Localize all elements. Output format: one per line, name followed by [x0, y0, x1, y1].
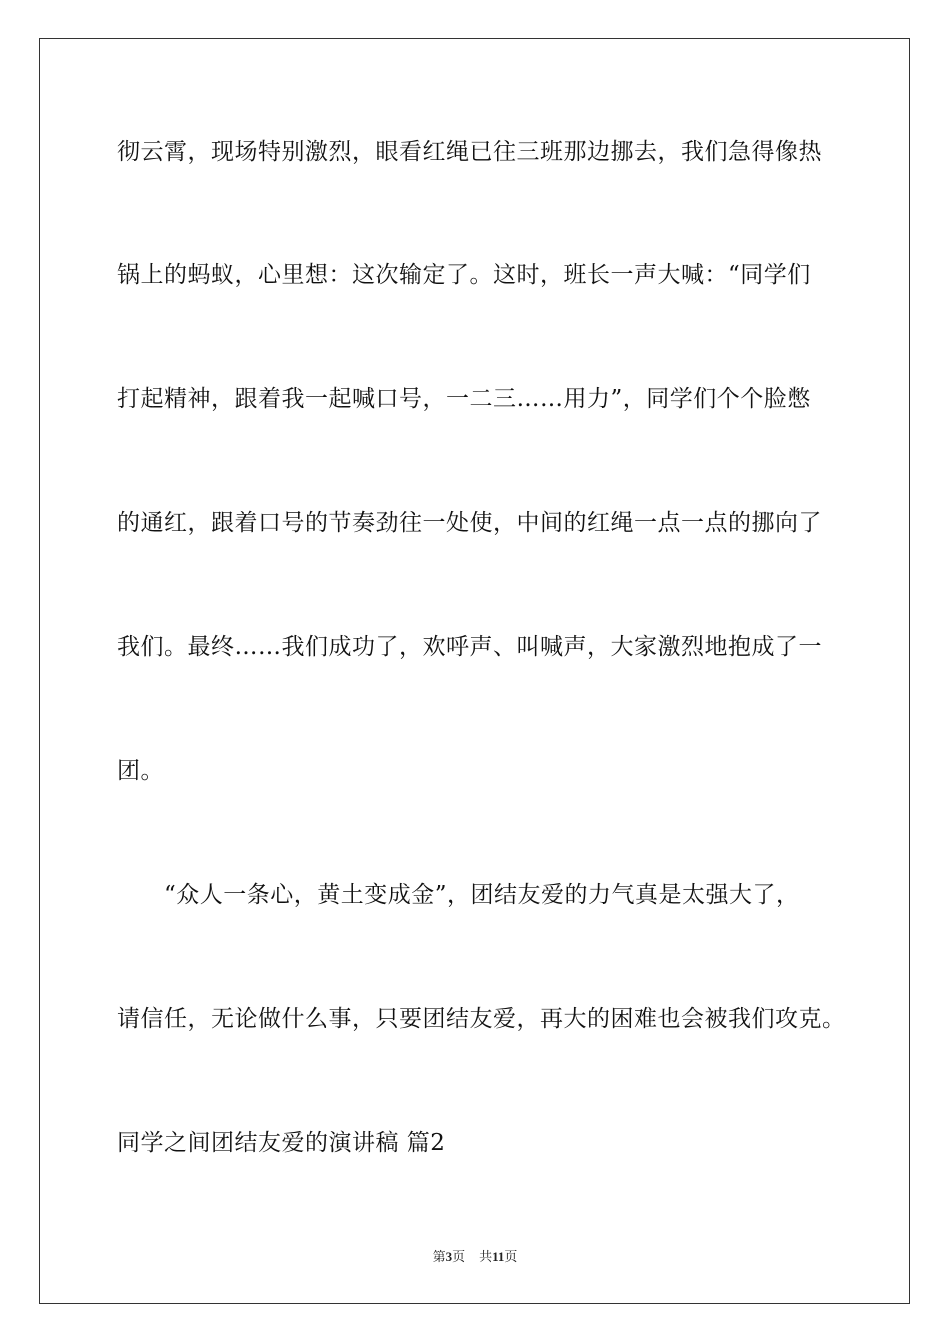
footer-prefix: 第: [432, 1249, 446, 1264]
section-heading: 同学之间团结友爱的演讲稿 篇2: [117, 1130, 446, 1156]
page-footer: [0, 1248, 950, 1266]
body-line-8: 请信任，无论做什么事，只要团结友爱，再大的困难也会被我们攻克。: [117, 1006, 846, 1032]
body-line-3: 打起精神，跟着我一起喊口号，一二三……用力”，同学们个个脸憋: [117, 386, 811, 412]
body-line-2: 锅上的蚂蚁，心里想：这次输定了。这时，班长一声大喊：“同学们: [117, 262, 811, 288]
footer-total-pages: 11: [492, 1249, 505, 1264]
footer-page-unit: 页: [452, 1249, 466, 1264]
footer-current-page: 3: [445, 1249, 453, 1264]
body-line-6: 团。: [117, 758, 164, 784]
body-line-7: “众人一条心，黄土变成金”，团结友爱的力气真是太强大了，: [164, 882, 800, 908]
footer-total-unit: 页: [504, 1249, 518, 1264]
body-line-5: 我们。最终……我们成功了，欢呼声、叫喊声，大家激烈地抱成了一: [117, 634, 822, 660]
body-line-4: 的通红，跟着口号的节奏劲往一处使，中间的红绳一点一点的挪向了: [117, 510, 822, 536]
body-line-1: 彻云霄，现场特别激烈，眼看红绳已往三班那边挪去，我们急得像热: [117, 139, 822, 165]
footer-total-prefix: 共: [479, 1249, 493, 1264]
page-border: [39, 38, 910, 1304]
